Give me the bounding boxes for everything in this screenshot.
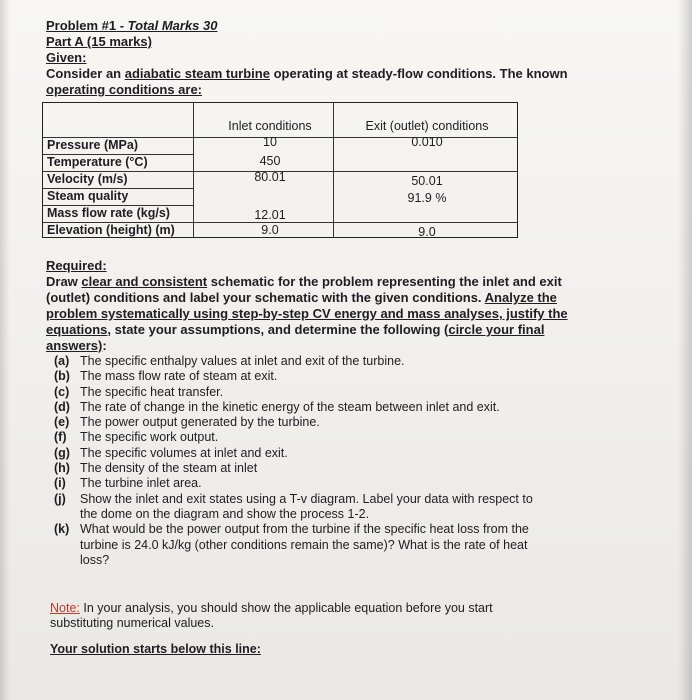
page-shadow-right — [678, 0, 692, 700]
required-line-3: problem systematically using step-by-step CV energy and mass analyses, justify the — [46, 306, 568, 321]
problem-title: Problem #1 - Total Marks 30 — [46, 18, 218, 33]
conditions-table — [42, 102, 518, 238]
required-line-4: equations, state your assumptions, and determine the following (circle your final — [46, 322, 545, 337]
list-item: (c) The specific heat transfer. — [54, 384, 224, 399]
required-label: Required: — [46, 258, 107, 273]
row-label-pressure: Pressure (MPa) — [47, 138, 139, 152]
row-label-mass-flow: Mass flow rate (kg/s) — [47, 206, 170, 220]
part-heading: Part A (15 marks) — [46, 34, 152, 49]
table-divider — [333, 103, 334, 237]
cell-inlet-temperature: 450 — [259, 154, 281, 168]
required-line-2: (outlet) conditions and label your schematic with the given conditions. Analyze the — [46, 290, 557, 305]
list-item: (k) What would be the power output from the turbine if the specific heat loss from the — [54, 522, 529, 537]
column-header-exit: Exit (outlet) conditions — [365, 119, 489, 133]
list-item-continuation: the dome on the diagram and show the process 1-2. — [80, 506, 370, 521]
note-line-1: Note: In your analysis, you should show the applicable equation before you start — [50, 601, 493, 615]
given-label: Given: — [46, 50, 87, 65]
cell-inlet-elevation: 9.0 — [261, 223, 279, 237]
cell-exit-elevation: 9.0 — [418, 225, 436, 239]
row-label-temperature: Temperature (°C) — [47, 155, 148, 169]
cell-exit-pressure: 0.010 — [411, 135, 443, 149]
requirements-list — [54, 354, 533, 568]
solution-start-label: Your solution starts below this line: — [50, 642, 261, 656]
list-item: (b) The mass flow rate of steam at exit. — [54, 369, 278, 384]
required-line-5: answers): — [46, 338, 107, 353]
intro-line-1: Consider an adiabatic steam turbine operating at steady-flow conditions. The known — [46, 66, 568, 81]
list-item-continuation: turbine is 24.0 kJ/kg (other conditions remain the same)? What is the rate of heat — [80, 537, 528, 552]
cell-exit-quality: 91.9 % — [407, 191, 447, 205]
list-item: (h) The density of the steam at inlet — [54, 461, 258, 476]
page-shadow-left — [0, 0, 10, 700]
list-item: (d) The rate of change in the kinetic energy of the steam between inlet and exit. — [54, 399, 500, 414]
list-item: (i) The turbine inlet area. — [54, 476, 202, 491]
cell-exit-velocity: 50.01 — [411, 174, 443, 188]
column-header-inlet: Inlet conditions — [228, 119, 312, 133]
list-item: (f) The specific work output. — [54, 430, 219, 445]
list-item: (g) The specific volumes at inlet and exit. — [54, 445, 288, 460]
list-item: (j) Show the inlet and exit states using a T-v diagram. Label your data with respect to — [54, 491, 533, 506]
list-item: (e) The power output generated by the turbine. — [54, 415, 320, 430]
intro-line-2: operating conditions are: — [46, 82, 203, 97]
cell-inlet-velocity: 80.01 — [254, 170, 286, 184]
note-line-2: substituting numerical values. — [50, 616, 214, 630]
list-item: (a) The specific enthalpy values at inlet and exit of the turbine. — [54, 354, 405, 368]
row-label-velocity: Velocity (m/s) — [47, 172, 128, 186]
table-divider — [193, 103, 194, 237]
required-line-1: Draw clear and consistent schematic for the problem representing the inlet and exit — [46, 274, 562, 289]
row-label-quality: Steam quality — [47, 189, 129, 203]
cell-inlet-pressure: 10 — [263, 135, 277, 149]
row-label-elevation: Elevation (height) (m) — [47, 223, 175, 237]
cell-inlet-mass-flow: 12.01 — [254, 208, 286, 222]
list-item-continuation: loss? — [80, 552, 110, 567]
